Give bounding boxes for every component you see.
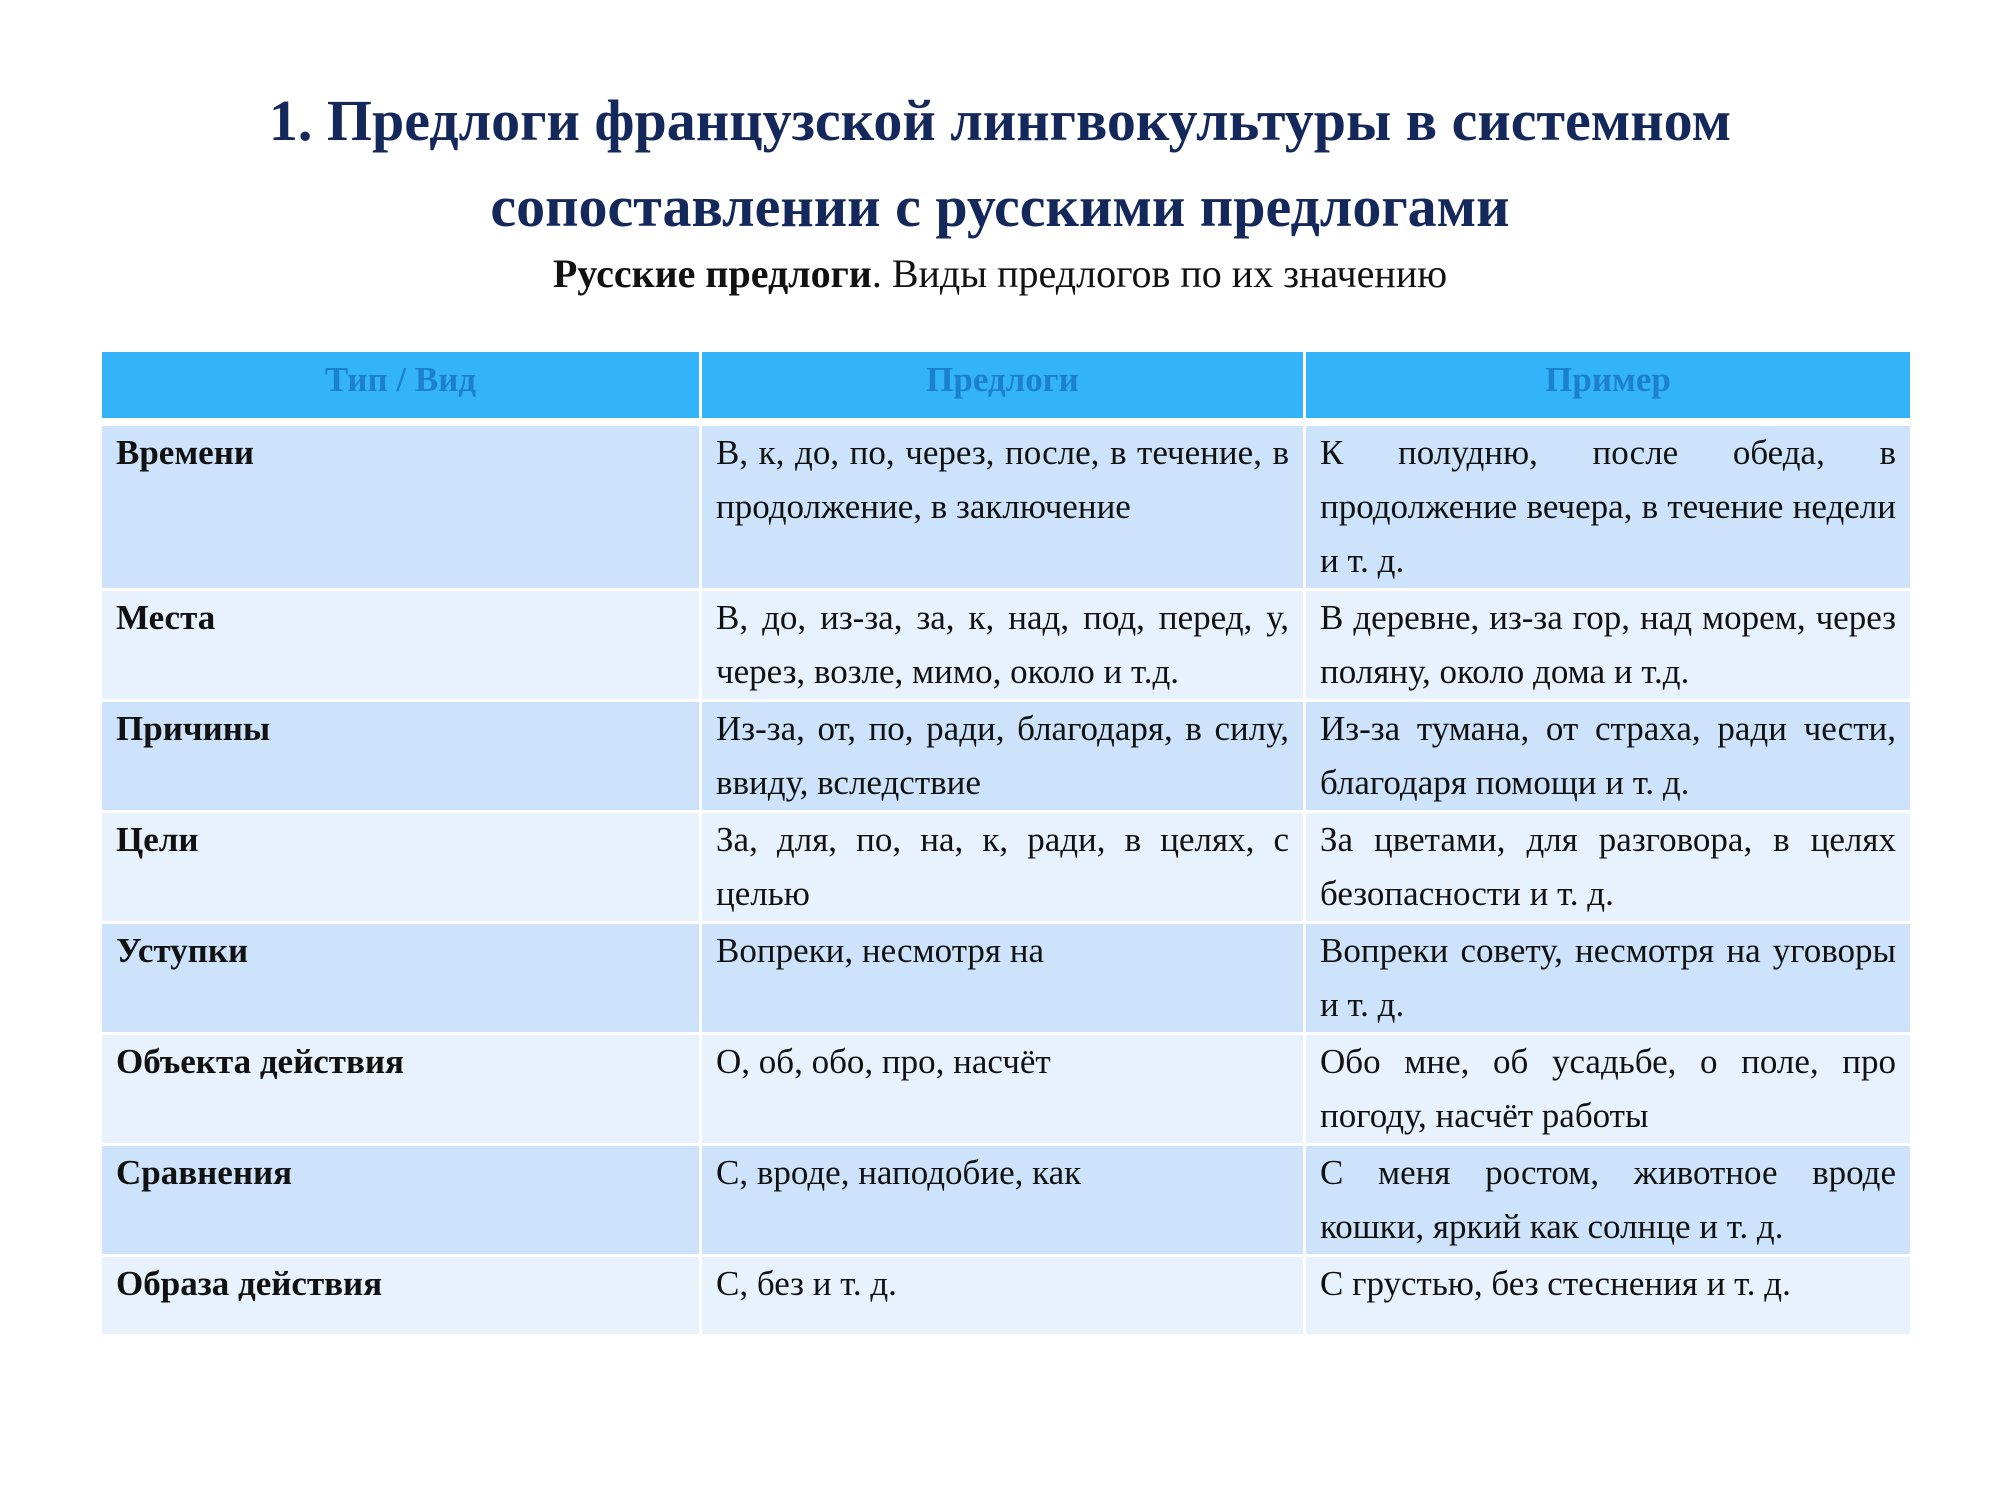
type-cell: Времени — [102, 426, 702, 591]
example-cell: Из-за тумана, от страха, ради чести, благодаря помощи и т. д. — [1306, 702, 1910, 813]
prepositions-cell: Из-за, от, по, ради, благодаря, в силу, ввиду, вследствие — [702, 702, 1306, 813]
example-cell: С грустью, без стеснения и т. д. — [1306, 1257, 1910, 1337]
example-cell: С меня ростом, животное вроде кошки, яркий как солнце и т. д. — [1306, 1146, 1910, 1257]
type-cell: Уступки — [102, 924, 702, 1035]
prepositions-cell: С, без и т. д. — [702, 1257, 1306, 1337]
type-cell: Объекта действия — [102, 1035, 702, 1146]
prepositions-cell: С, вроде, наподобие, как — [702, 1146, 1306, 1257]
table-row — [102, 1257, 1910, 1337]
table-row — [102, 1146, 1910, 1257]
type-cell: Причины — [102, 702, 702, 813]
type-cell: Образа действия — [102, 1257, 702, 1337]
prepositions-cell: В, до, из-за, за, к, над, под, перед, у, через, возле, мимо, около и т.д. — [702, 591, 1306, 702]
prepositions-cell: В, к, до, по, через, после, в течение, в продолжение, в заключение — [702, 426, 1306, 591]
table-row — [102, 1035, 1910, 1146]
subtitle-bold: Русские предлоги — [552, 251, 872, 296]
title-line-1: 1. Предлоги французской лингвокультуры в системном — [268, 88, 1732, 153]
prepositions-cell: О, об, обо, про, насчёт — [702, 1035, 1306, 1146]
slide-title — [0, 78, 2000, 250]
table-row — [102, 924, 1910, 1035]
prepositions-cell: Вопреки, несмотря на — [702, 924, 1306, 1035]
header-example: Пример — [1306, 352, 1910, 426]
table-header-row — [102, 352, 1910, 426]
header-type: Тип / Вид — [102, 352, 702, 426]
example-cell: Вопреки совету, несмотря на уговоры и т. д. — [1306, 924, 1910, 1035]
table-row — [102, 426, 1910, 591]
table-row — [102, 591, 1910, 702]
table-row — [102, 702, 1910, 813]
slide-subtitle — [0, 248, 2000, 300]
title-line-2: сопоставлении с русскими предлогами — [490, 174, 1510, 239]
example-cell: К полудню, после обеда, в продолжение вечера, в течение недели и т. д. — [1306, 426, 1910, 591]
example-cell: Обо мне, об усадьбе, о поле, про погоду, насчёт работы — [1306, 1035, 1910, 1146]
prepositions-cell: За, для, по, на, к, ради, в целях, с целью — [702, 813, 1306, 924]
type-cell: Цели — [102, 813, 702, 924]
example-cell: В деревне, из-за гор, над морем, через поляну, около дома и т.д. — [1306, 591, 1910, 702]
type-cell: Места — [102, 591, 702, 702]
header-prepositions: Предлоги — [702, 352, 1306, 426]
example-cell: За цветами, для разговора, в целях безопасности и т. д. — [1306, 813, 1910, 924]
table-row — [102, 813, 1910, 924]
subtitle-rest: . Виды предлогов по их значению — [871, 251, 1448, 296]
prepositions-table — [102, 352, 1910, 1337]
type-cell: Сравнения — [102, 1146, 702, 1257]
